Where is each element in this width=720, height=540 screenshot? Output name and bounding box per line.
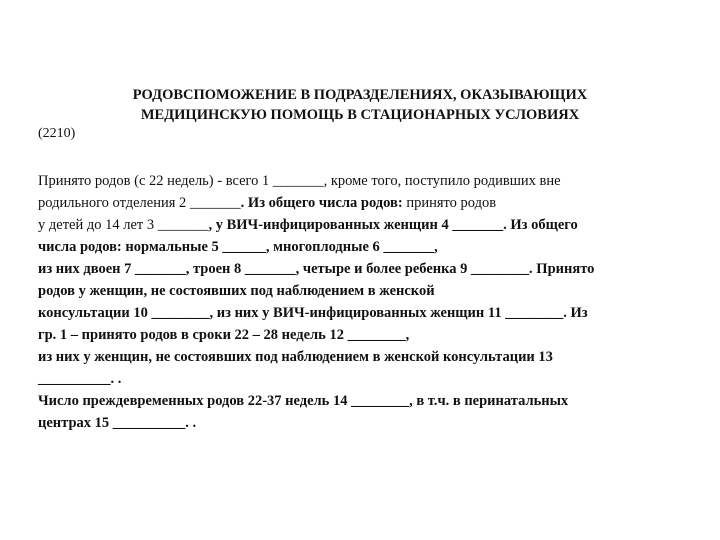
body-line — [38, 324, 688, 346]
text-segment: принято родов — [406, 195, 497, 211]
body-line — [38, 236, 688, 258]
text-segment: Число преждевременных родов 22-37 недель 14 ________, в т.ч. в перинатальных — [38, 393, 569, 409]
text-segment: гр. 1 – принято родов в сроки 22 – 28 недель 12 ________, — [38, 327, 410, 343]
body-line — [38, 368, 688, 390]
body-line — [38, 412, 688, 434]
text-segment: из них двоен 7 _______, троен 8 _______, четыре и более ребенка 9 ________ — [38, 261, 530, 277]
body-line — [38, 258, 688, 280]
body-line — [38, 390, 688, 412]
body-line — [38, 170, 688, 192]
body-line — [38, 302, 688, 324]
text-segment: из них у женщин, не состоявших под наблюдением в женской консультации 13 — [38, 349, 553, 365]
body-line — [38, 346, 688, 368]
body-line — [38, 192, 688, 214]
text-segment: . Из общего числа родов: — [240, 195, 407, 211]
document-body — [38, 170, 688, 434]
text-segment: родов у женщин, не состоявших под наблюдением в женской — [38, 283, 435, 299]
title-line-2: МЕДИЦИНСКУЮ ПОМОЩЬ В СТАЦИОНАРНЫХ УСЛОВИЯХ — [140, 107, 580, 123]
text-segment: __________. . — [38, 371, 122, 387]
text-segment: у детей до 14 лет 3 _______ — [38, 217, 209, 233]
text-segment: , у ВИЧ-инфицированных женщин 4 _______ — [208, 217, 504, 233]
text-segment: . Из — [563, 305, 588, 321]
form-code: (2210) — [38, 126, 76, 141]
text-segment: числа родов: нормальные 5 ______, многоплодные 6 _______, — [38, 239, 438, 255]
text-segment: . Из общего — [503, 217, 578, 233]
text-segment: Принято родов (с 22 недель) - всего 1 _______, кроме того, поступило родивших вне — [38, 173, 561, 189]
title-line-1: РОДОВСПОМОЖЕНИЕ В ПОДРАЗДЕЛЕНИЯХ, ОКАЗЫВАЮЩИХ — [132, 87, 588, 103]
text-segment: консультации 10 ________, из них у ВИЧ-инфицированных женщин 11 ________ — [38, 305, 564, 321]
text-segment: центрах 15 __________. . — [38, 415, 197, 431]
document-title — [0, 85, 720, 125]
body-line — [38, 214, 688, 236]
body-line — [38, 280, 688, 302]
text-segment: родильного отделения 2 _______ — [38, 195, 241, 211]
text-segment: . Принято — [529, 261, 595, 277]
